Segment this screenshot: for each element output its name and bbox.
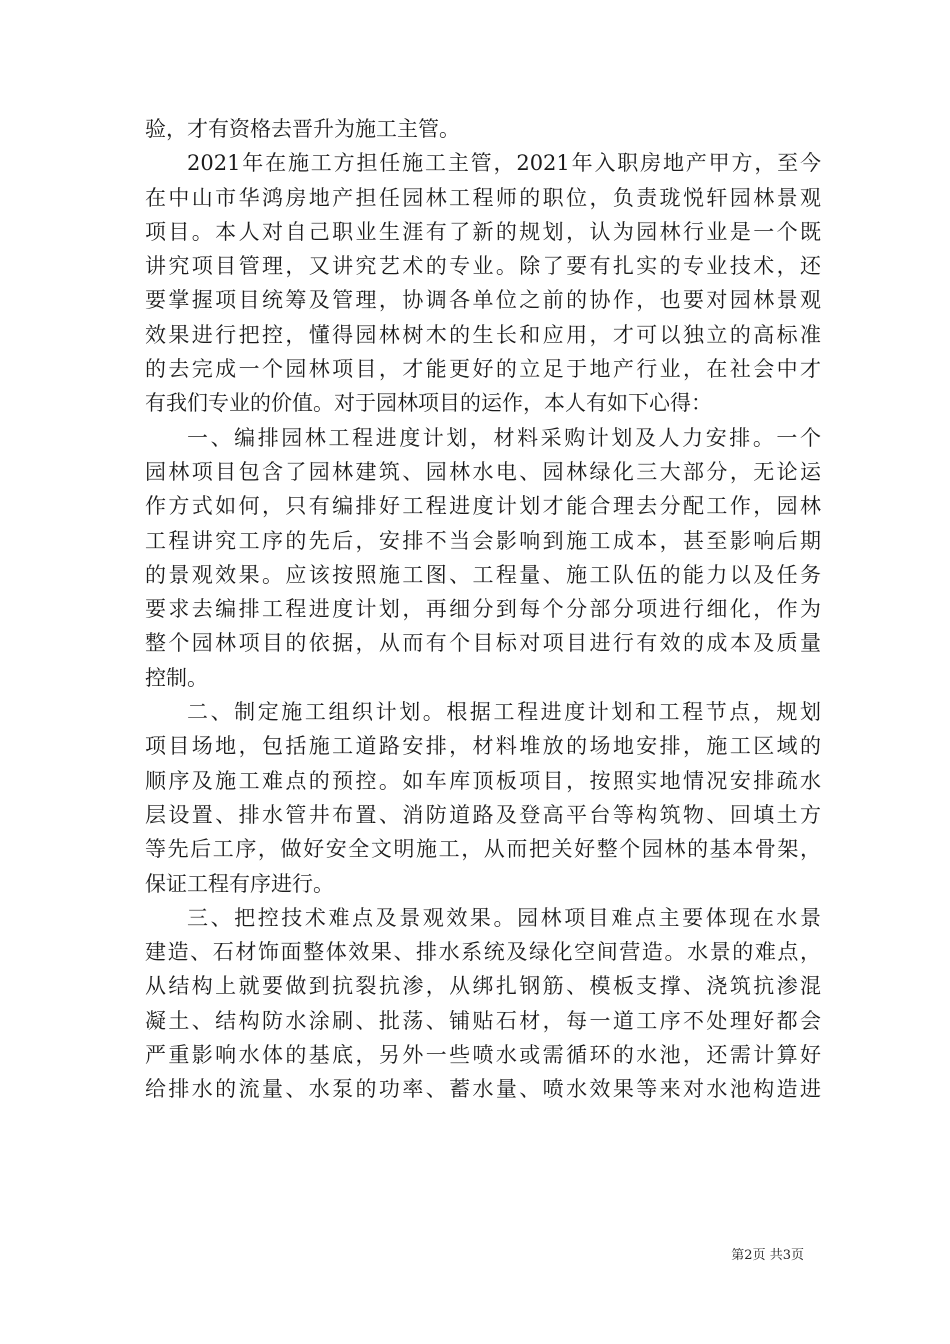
paragraph-3 <box>145 421 821 695</box>
total-page-count: 3 <box>782 1248 791 1263</box>
text-line: 整个园林项目的依据，从而有个目标对项目进行有效的成本及质量 <box>145 631 821 656</box>
text-line: 验，才有资格去晋升为施工主管。 <box>145 117 460 141</box>
text-line: 有我们专业的价值。对于园林项目的运作，本人有如下心得： <box>145 391 712 416</box>
text-line: 要掌握项目统筹及管理，协调各单位之前的协作，也要对园林景观 <box>145 288 821 313</box>
text-line: 严重影响水体的基底，另外一些喷水或需循环的水池，还需计算好 <box>145 1043 821 1068</box>
text-line: 一、编排园林工程进度计划，材料采购计划及人力安排。一个 <box>187 425 821 450</box>
text-line: 的景观效果。应该按照施工图、工程量、施工队伍的能力以及任务 <box>145 562 821 587</box>
paragraph-5 <box>145 901 821 1107</box>
text-line: 二、制定施工组织计划。根据工程进度计划和工程节点，规划 <box>187 700 821 725</box>
text-line: 效果进行把控，懂得园林树木的生长和应用，才可以独立的高标准 <box>145 322 821 347</box>
text-line: 作方式如何，只有编排好工程进度计划才能合理去分配工作，园林 <box>145 494 821 519</box>
text-line: 园林项目包含了园林建筑、园林水电、园林绿化三大部分，无论运 <box>145 459 821 484</box>
text-line: 项目场地，包括施工道路安排，材料堆放的场地安排，施工区域的 <box>145 734 821 759</box>
document-body <box>145 112 821 1107</box>
text-line: 凝土、结构防水涂刷、批荡、铺贴石材，每一道工序不处理好都会 <box>145 1008 821 1033</box>
text-line: 2021年在施工方担任施工主管，2021年入职房地产甲方，至今 <box>187 151 821 176</box>
text-line: 等先后工序，做好安全文明施工，从而把关好整个园林的基本骨架， <box>145 837 821 862</box>
text-line: 在中山市华鸿房地产担任园林工程师的职位，负责珑悦轩园林景观 <box>145 185 821 210</box>
footer-prefix: 第 <box>731 1248 745 1263</box>
paragraph-1 <box>145 112 821 146</box>
page-number-footer <box>731 1248 804 1264</box>
paragraph-2 <box>145 146 821 420</box>
text-line: 讲究项目管理，又讲究艺术的专业。除了要有扎实的专业技术，还 <box>145 254 821 279</box>
text-line: 控制。 <box>145 665 208 690</box>
text-line: 层设置、排水管井布置、消防道路及登高平台等构筑物、回填土方 <box>145 802 821 827</box>
footer-suffix: 页 <box>790 1248 804 1263</box>
text-line: 工程讲究工序的先后，安排不当会影响到施工成本，甚至影响后期 <box>145 528 821 553</box>
text-line: 建造、石材饰面整体效果、排水系统及绿化空间营造。水景的难点， <box>145 940 821 965</box>
paragraph-4 <box>145 695 821 901</box>
text-line: 要求去编排工程进度计划，再细分到每个分部分项进行细化，作为 <box>145 597 821 622</box>
footer-middle: 页 共 <box>752 1248 783 1263</box>
text-line: 保证工程有序进行。 <box>145 871 334 896</box>
text-line: 顺序及施工难点的预控。如车库顶板项目，按照实地情况安排疏水 <box>145 768 821 793</box>
text-line: 三、把控技术难点及景观效果。园林项目难点主要体现在水景 <box>187 905 821 930</box>
current-page-number: 2 <box>744 1248 753 1263</box>
text-line: 从结构上就要做到抗裂抗渗，从绑扎钢筋、模板支撑、浇筑抗渗混 <box>145 974 821 999</box>
text-line: 给排水的流量、水泵的功率、蓄水量、喷水效果等来对水池构造进 <box>145 1077 821 1102</box>
text-line: 项目。本人对自己职业生涯有了新的规划，认为园林行业是一个既 <box>145 219 821 244</box>
text-line: 的去完成一个园林项目，才能更好的立足于地产行业，在社会中才 <box>145 357 821 382</box>
